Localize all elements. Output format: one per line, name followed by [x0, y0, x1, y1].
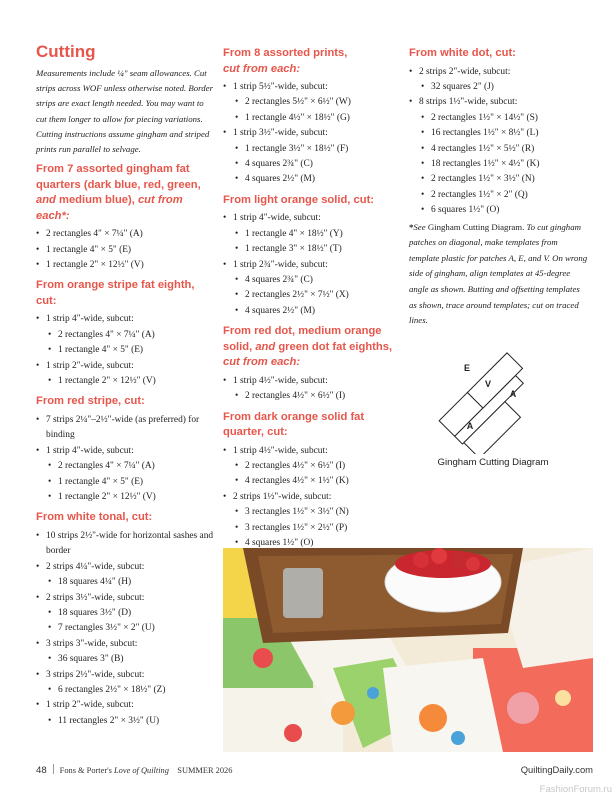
list-subitem: • 4 squares 2½" (M) — [223, 172, 403, 187]
magazine-name-italic: Love of Quilting — [114, 766, 169, 775]
label-a-upper: A — [509, 389, 517, 399]
list-item: • 1 strip 5½"-wide, subcut: — [223, 80, 403, 95]
section-light-orange-list — [223, 211, 403, 319]
section-assorted-prints-heading: From 8 assorted prints, cut from each: — [223, 47, 348, 75]
list-item: • 2 strips 2"-wide, subcut: — [409, 65, 589, 80]
list-item: • 1 strip 4"-wide, subcut: — [36, 444, 214, 459]
gingham-cutting-diagram — [430, 338, 560, 454]
section-dark-orange-list — [223, 444, 403, 552]
list-subitem: • 1 rectangle 4" × 5" (E) — [36, 343, 214, 358]
list-item: • 10 strips 2½"-wide for horizontal sashes and border — [36, 529, 214, 560]
section-dark-orange-heading: From dark orange solid fat quarter, cut: — [223, 410, 365, 438]
list-subitem: • 16 rectangles 1½" × 8½" (L) — [409, 126, 589, 141]
list-item: • 1 strip 2"-wide, subcut: — [36, 359, 214, 374]
issue-label: SUMMER 2026 — [177, 766, 233, 775]
list-subitem: • 2 rectangles 2½" × 7½" (X) — [223, 288, 403, 303]
section-gingham-heading: From 7 assorted gingham fat quarters (dark blue, red, green, and medium blue), cut from each*: — [36, 163, 201, 222]
list-subitem: • 2 rectangles 4½" × 6½" (I) — [223, 389, 403, 404]
list-subitem: • 1 rectangle 2" × 12½" (V) — [36, 490, 214, 505]
list-subitem: • 2 rectangles 4" × 7¼" (A) — [36, 459, 214, 474]
column-3 — [409, 46, 589, 329]
list-subitem: • 3 rectangles 1½" × 3½" (N) — [223, 505, 403, 520]
page-footer — [36, 764, 593, 778]
list-item: • 1 rectangle 2" × 12½" (V) — [36, 258, 214, 273]
list-subitem: • 2 rectangles 1½" × 14½" (S) — [409, 111, 589, 126]
list-subitem: • 18 squares 3½" (D) — [36, 606, 214, 621]
list-subitem: • 4 rectangles 4½" × 1½" (K) — [223, 474, 403, 489]
list-subitem: • 4 squares 1½" (O) — [223, 536, 403, 551]
section-orange-stripe-list — [36, 312, 214, 389]
list-subitem: • 32 squares 2" (J) — [409, 80, 589, 95]
list-item: • 7 strips 2¼"–2½"-wide (as preferred) for binding — [36, 413, 214, 444]
list-subitem: • 4 squares 2¾" (C) — [223, 273, 403, 288]
gingham-note: *See Gingham Cutting Diagram. To cut gingham patches on diagonal, make templates from template plastic for patches A, E, and V. On wrong side of gingham, align templates at 45-degree angle as shown. Butting and offsetting templates as shown, trace around templates; cut on traced lines. — [409, 221, 588, 326]
page-title: Cutting — [36, 42, 96, 61]
section-white-tonal-list — [36, 529, 214, 729]
section-white-tonal-heading: From white tonal, cut: — [36, 511, 153, 524]
section-dot-fat-eighths-list — [223, 374, 403, 405]
list-subitem: • 2 rectangles 1½" × 3½" (N) — [409, 172, 589, 187]
list-subitem: • 36 squares 3" (B) — [36, 652, 214, 667]
list-subitem: • 2 rectangles 5½" × 6½" (W) — [223, 95, 403, 110]
list-item: • 1 strip 4½"-wide, subcut: — [223, 374, 403, 389]
label-v: V — [484, 379, 492, 389]
list-item: • 2 strips 1½"-wide, subcut: — [223, 490, 403, 505]
list-item: • 1 strip 4"-wide, subcut: — [223, 211, 403, 226]
section-red-stripe-heading: From red stripe, cut: — [36, 395, 145, 408]
list-item: • 3 strips 3"-wide, subcut: — [36, 637, 214, 652]
section-light-orange-heading: From light orange solid, cut: — [223, 193, 375, 206]
label-a-lower: A — [466, 421, 474, 431]
list-item: • 3 strips 2½"-wide, subcut: — [36, 668, 214, 683]
list-subitem: • 2 rectangles 1½" × 2" (Q) — [409, 188, 589, 203]
list-item: • 2 rectangles 4" × 7¼" (A) — [36, 227, 214, 242]
list-subitem: • 4 rectangles 1½" × 5½" (R) — [409, 142, 589, 157]
watermark: FashionForum.ru — [539, 784, 612, 795]
list-item: • 1 strip 4"-wide, subcut: — [36, 312, 214, 327]
site-link[interactable]: QuiltingDaily.com — [520, 764, 593, 775]
quilt-photo — [223, 548, 593, 752]
list-subitem: • 4 squares 2¾" (C) — [223, 157, 403, 172]
list-subitem: • 1 rectangle 3½" × 18½" (F) — [223, 142, 403, 157]
list-item: • 1 strip 2"-wide, subcut: — [36, 698, 214, 713]
intro-text: Measurements include ¼" seam allowances. Cut strips across WOF unless otherwise noted. Border strips are exact length needed. You may want to cut them longer to allow for piecing variations. Cutting instructions assume gingham and striped prints run parallel to selvage. — [36, 68, 213, 155]
section-white-dot-list — [409, 65, 589, 219]
list-item: • 2 strips 3½"-wide, subcut: — [36, 591, 214, 606]
section-assorted-prints-list — [223, 80, 403, 188]
section-gingham-list — [36, 227, 214, 273]
list-subitem: • 6 squares 1½" (O) — [409, 203, 589, 218]
section-white-dot-heading: From white dot, cut: — [409, 47, 516, 59]
column-2 — [223, 46, 403, 551]
section-red-stripe-list — [36, 413, 214, 505]
list-subitem: • 1 rectangle 4" × 5" (E) — [36, 475, 214, 490]
list-subitem: • 6 rectangles 2½" × 18½" (Z) — [36, 683, 214, 698]
list-subitem: • 2 rectangles 4½" × 6½" (I) — [223, 459, 403, 474]
list-subitem: • 18 rectangles 1½" × 4½" (K) — [409, 157, 589, 172]
section-orange-stripe-heading: From orange stripe fat eighth, cut: — [36, 279, 195, 307]
list-subitem: • 3 rectangles 1½" × 2½" (P) — [223, 521, 403, 536]
list-subitem: • 18 squares 4¼" (H) — [36, 575, 214, 590]
section-dot-fat-eighths-heading: From red dot, medium orange solid, and green dot fat eighths, cut from each: — [223, 325, 393, 369]
list-subitem: • 1 rectangle 3" × 18½" (T) — [223, 242, 403, 257]
list-item: • 1 strip 2¾"-wide, subcut: — [223, 258, 403, 273]
column-1 — [36, 42, 214, 729]
list-subitem: • 1 rectangle 2" × 12½" (V) — [36, 374, 214, 389]
list-subitem: • 4 squares 2½" (M) — [223, 304, 403, 319]
list-subitem: • 1 rectangle 4½" × 18½" (G) — [223, 111, 403, 126]
list-subitem: • 11 rectangles 2" × 3½" (U) — [36, 714, 214, 729]
label-e: E — [463, 363, 471, 373]
magazine-name: Fons & Porter's — [59, 766, 114, 775]
list-item: • 8 strips 1½"-wide, subcut: — [409, 95, 589, 110]
list-item: • 1 strip 3½"-wide, subcut: — [223, 126, 403, 141]
list-item: • 2 strips 4¼"-wide, subcut: — [36, 560, 214, 575]
footer-divider — [53, 764, 54, 774]
list-subitem: • 1 rectangle 4" × 18½" (Y) — [223, 227, 403, 242]
list-subitem: • 2 rectangles 4" × 7¼" (A) — [36, 328, 214, 343]
list-item: • 1 rectangle 4" × 5" (E) — [36, 243, 214, 258]
page-number: 48 — [36, 765, 47, 776]
diagram-caption: Gingham Cutting Diagram — [437, 457, 549, 468]
list-item: • 1 strip 4½"-wide, subcut: — [223, 444, 403, 459]
list-subitem: • 7 rectangles 3½" × 2" (U) — [36, 621, 214, 636]
